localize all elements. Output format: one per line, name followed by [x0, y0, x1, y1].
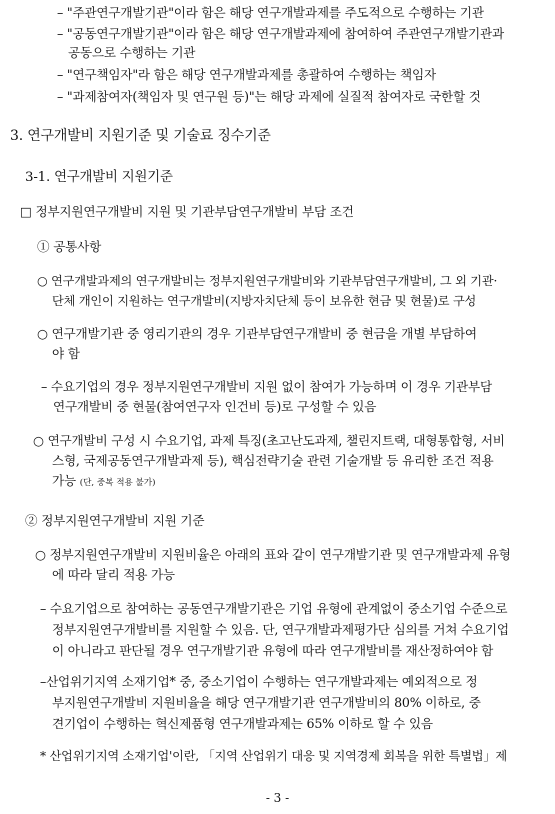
common-p1-line1: ○ 연구개발과제의 연구개발비는 정부지원연구개발비와 기관부담연구개발비, 그 외 기관· — [37, 274, 498, 288]
gov-heading: ② 정부지원연구개발비 지원 기준 — [25, 513, 205, 528]
common-p4-word: 가능 — [52, 473, 76, 488]
definition-item-lead-institution: – "주관연구개발기관"이라 함은 해당 연구개발과제를 주도적으로 수행하는 기관 — [57, 5, 484, 20]
definition-item-joint-institution: – "공동연구개발기관"이라 함은 해당 연구개발과제에 참여하여 주관연구개발기관과 — [57, 26, 504, 41]
common-p2-line2: 야 함 — [52, 346, 80, 361]
gov-p2-line2: 정부지원연구개발비를 지원할 수 있음. 단, 연구개발과제평가단 심의를 거쳐 수요기업 — [52, 622, 509, 637]
gov-p3-line2: 부지원연구개발비 지원비율을 해당 연구개발기관 연구개발비의 80% 이하로, 중 — [52, 695, 481, 710]
definition-item-participants: – "과제참여자(책임자 및 연구원 등)"는 해당 과제에 실질적 참여자로 국한할 것 — [57, 89, 481, 104]
gov-p3-line3: 견기업이 수행하는 혁신제품형 연구개발과제는 65% 이하로 할 수 있음 — [52, 716, 433, 731]
common-p4-line1: ○ 연구개발비 구성 시 수요기업, 과제 특징(초고난도과제, 챌린지트랙, 대형통합형, 서비 — [33, 433, 505, 448]
common-p4-line3 — [52, 472, 156, 492]
gov-p3-line1: –산업위기지역 소재기업* 중, 중소기업이 수행하는 연구개발과제는 예외적으로 정 — [40, 674, 478, 689]
common-p3-line1: – 수요기업의 경우 정부지원연구개발비 지원 없이 참여가 가능하며 이 경우 기관부담 — [41, 379, 492, 394]
common-p4-note: (단, 중복 적용 불가) — [79, 478, 156, 488]
gov-p1-line1: ○ 정부지원연구개발비 지원비율은 아래의 표와 같이 연구개발기관 및 연구개발과제 유형 — [35, 547, 511, 562]
common-p3-line2: 연구개발비 중 현물(참여연구자 인건비 등)로 구성할 수 있음 — [53, 399, 377, 414]
page-number: - 3 - — [265, 791, 290, 805]
box-heading: □ 정부지원연구개발비 지원 및 기관부담연구개발비 부담 조건 — [20, 204, 354, 219]
common-p1-line2: 단체 개인이 지원하는 연구개발비(지방자치단체 등이 보유한 현금 및 현물)로 구성 — [52, 294, 477, 308]
gov-p1-line2: 에 따라 달리 적용 가능 — [52, 567, 175, 582]
gov-p2-line1: – 수요기업으로 참여하는 공동연구개발기관은 기업 유형에 관계없이 중소기업 수준으로 — [40, 601, 508, 616]
definition-item-principal-investigator: – "연구책임자"라 함은 해당 연구개발과제를 총괄하여 수행하는 책임자 — [57, 67, 436, 82]
gov-p2-line3: 이 아니라고 판단될 경우 연구개발기관 유형에 따라 연구개발비를 재산정하여야 함 — [52, 643, 494, 658]
subsection-3-1-title: 3-1. 연구개발비 지원기준 — [25, 170, 173, 185]
common-p2-line1: ○ 연구개발기관 중 영리기관의 경우 기관부담연구개발비 중 현금을 개별 부담하여 — [37, 326, 477, 341]
common-p4-line2: 스형, 국제공동연구개발과제 등), 핵심전략기술 관련 기술개발 등 유리한 조건 적용 — [52, 453, 494, 468]
definition-item-joint-institution-cont: 공동으로 수행하는 기관 — [68, 45, 196, 60]
gov-footnote: * 산업위기지역 소재기업'이란, 「지역 산업위기 대응 및 지역경제 회복을 위한 특별법」제 — [40, 749, 507, 763]
common-heading: ① 공통사항 — [37, 239, 102, 254]
section-3-title: 3. 연구개발비 지원기준 및 기술료 징수기준 — [10, 128, 271, 144]
